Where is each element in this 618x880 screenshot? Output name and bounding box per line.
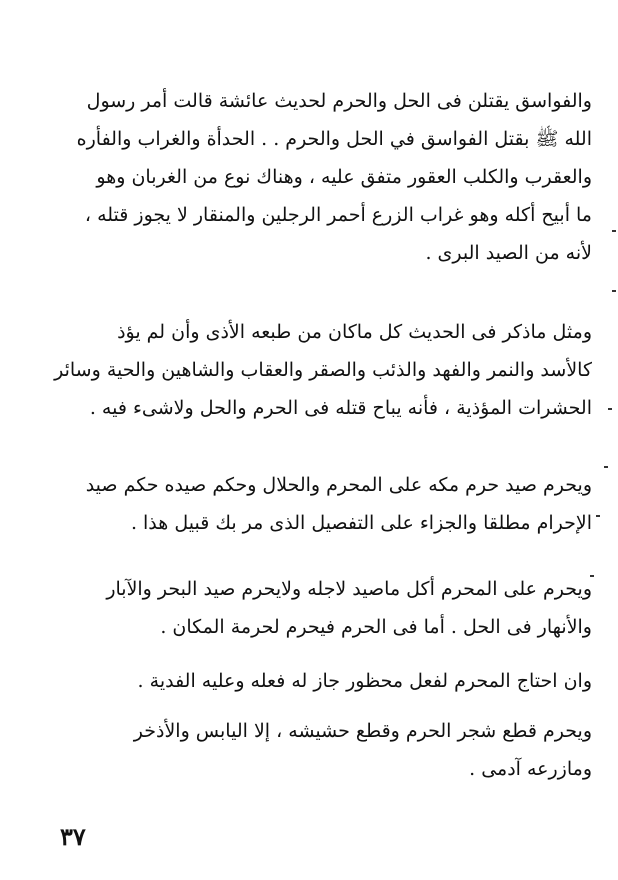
text-line: والفواسق يقتلن فى الحل والحرم لحديث عائشة قالت أمر رسول	[86, 90, 592, 112]
paragraph-trees	[40, 712, 592, 788]
paragraph-haram-game	[40, 466, 592, 542]
text-line: كالأسد والنمر والفهد والذئب والصقر والعقاب والشاهين والحية وسائر	[54, 359, 592, 381]
text-line: ومازرعه آدمى .	[469, 758, 592, 780]
text-line: الحشرات المؤذية ، فأنه يباح قتله فى الحرم والحل ولاشىء فيه .	[89, 397, 592, 419]
margin-speck	[608, 408, 612, 410]
paragraph-fawasiq	[40, 82, 592, 272]
paragraph-eating-game	[40, 570, 592, 646]
page-number: ٣٧	[60, 822, 86, 851]
paragraph-fidya	[40, 662, 592, 700]
margin-speck	[604, 466, 608, 468]
text-line: والعقرب والكلب العقور متفق عليه ، وهناك نوع من الغربان وهو	[96, 166, 592, 188]
margin-speck	[612, 290, 616, 292]
text-line: ويحرم قطع شجر الحرم وقطع حشيشه ، إلا اليابس والأذخر	[133, 720, 592, 742]
text-line: ما أبيح أكله وهو غراب الزرع أحمر الرجلين والمنقار لا يجوز قتله ،	[84, 204, 592, 226]
text-line: ومثل ماذكر فى الحديث كل ماكان من طبعه الأذى وأن لم يؤذ	[117, 321, 592, 343]
text-line: والأنهار فى الحل . أما فى الحرم فيحرم لحرمة المكان .	[160, 616, 592, 638]
margin-speck	[590, 575, 594, 577]
text-line: لأنه من الصيد البرى .	[425, 242, 592, 264]
paragraph-harmful-animals	[40, 313, 592, 427]
margin-speck	[596, 515, 600, 517]
text-line: ويحرم صيد حرم مكه على المحرم والحلال وحكم صيده حكم صيد	[85, 474, 592, 496]
text-line: الله ﷺ بقتل الفواسق في الحل والحرم . . الحدأة والغراب والفأره	[76, 128, 592, 150]
text-line: ويحرم على المحرم أكل ماصيد لاجله ولايحرم صيد البحر والآبار	[106, 578, 592, 600]
margin-speck	[612, 230, 616, 232]
text-line: وان احتاج المحرم لفعل محظور جاز له فعله وعليه الفدية .	[137, 670, 592, 692]
text-line: الإحرام مطلقا والجزاء على التفصيل الذى مر بك قبيل هذا .	[130, 512, 592, 534]
